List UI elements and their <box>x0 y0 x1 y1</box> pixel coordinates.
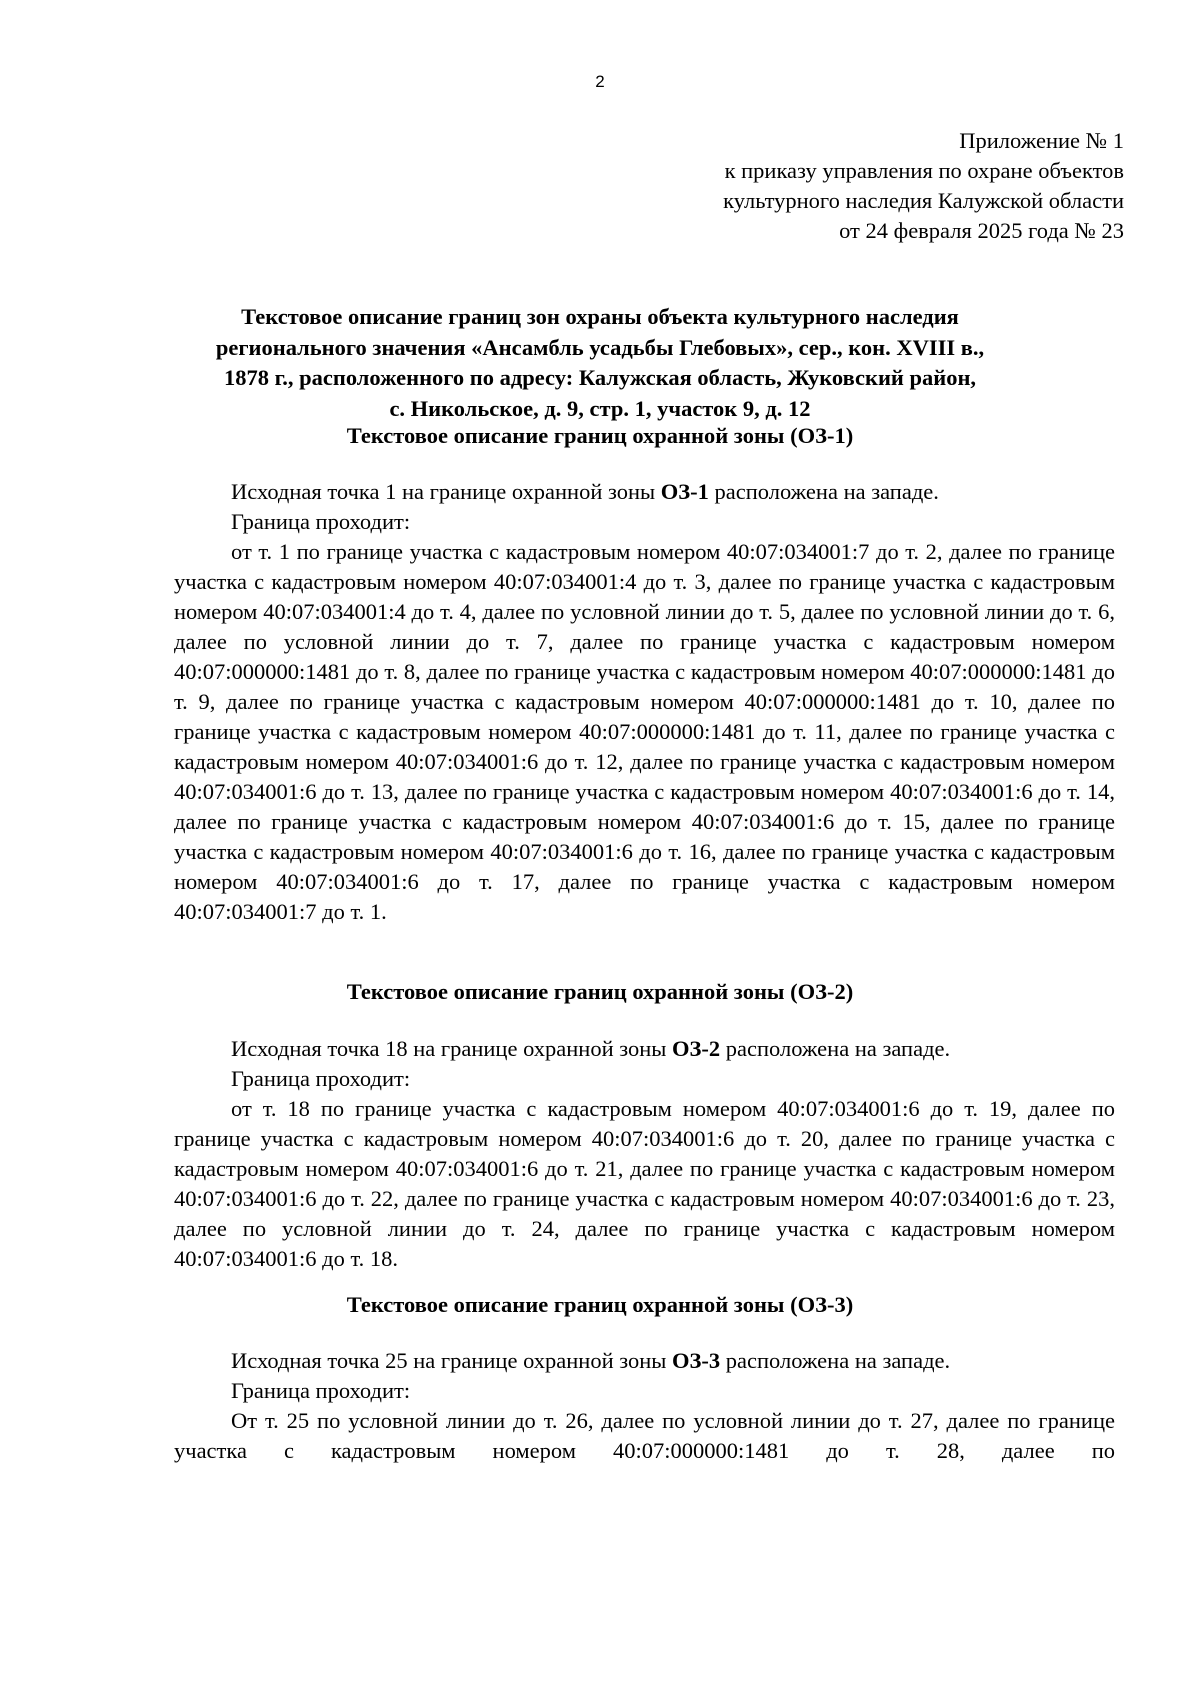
boundary-description: от т. 1 по границе участка с кадастровым номером 40:07:034001:7 до т. 2, далее по границе участка с кадастровым номером 40:07:034001:4 до т. 3, далее по границе участка с кадастровым номером 40:07:034001:4 до т. 4, далее по условной линии до т. 5, далее по условной линии до т. 6, далее по условной линии до т. 7, далее по границе участка с кадастровым номером 40:07:000000:1481 до т. 8, далее по границе участка с кадастровым номером 40:07:000000:1481 до т. 9, далее по границе участка с кадастровым номером 40:07:000000:1481 до т. 10, далее по границе участка с кадастровым номером 40:07:000000:1481 до т. 11, далее по границе участка с кадастровым номером 40:07:034001:6 до т. 12, далее по границе участка с кадастровым номером 40:07:034001:6 до т. 13, далее по границе участка с кадастровым номером 40:07:034001:6 до т. 14, далее по границе участка с кадастровым номером 40:07:034001:6 до т. 15, далее по границе участка с кадастровым номером 40:07:034001:6 до т. 16, далее по границе участка с кадастровым номером 40:07:034001:6 до т. 17, далее по границе участка с кадастровым номером 40:07:034001:7 до т. 1. <box>174 539 1115 924</box>
start-point-text <box>174 1034 1115 1064</box>
appendix-line: к приказу управления по охране объектов <box>724 158 1124 183</box>
start-point-text <box>174 1346 1115 1376</box>
appendix-line: Приложение № 1 <box>959 128 1124 153</box>
document-title <box>150 302 1050 424</box>
title-line: с. Никольское, д. 9, стр. 1, участок 9, д. 12 <box>389 395 811 421</box>
boundary-passes-label: Граница проходит: <box>231 1066 411 1091</box>
start-text-end: расположена на западе. <box>720 1348 951 1373</box>
title-line: 1878 г., расположенного по адресу: Калужская область, Жуковский район, <box>223 365 977 390</box>
section-heading-oz2: Текстовое описание границ охранной зоны (ОЗ-2) <box>346 979 854 1004</box>
appendix-line: культурного наследия Калужской области <box>723 188 1124 213</box>
title-line: Текстовое описание границ зон охраны объекта культурного наследия <box>241 304 959 329</box>
start-text: Исходная точка 18 на границе охранной зоны <box>231 1036 673 1061</box>
boundary-description: От т. 25 по условной линии до т. 26, далее по условной линии до т. 27, далее по границе участка с кадастровым номером 40:07:000000:1481 до т. 28, далее по <box>174 1408 1115 1463</box>
boundary-passes-label: Граница проходит: <box>231 1378 411 1403</box>
section-heading-oz1: Текстовое описание границ охранной зоны (ОЗ-1) <box>346 423 854 448</box>
page-number: 2 <box>595 72 605 91</box>
section-body-oz1 <box>174 477 1115 927</box>
appendix-block <box>564 126 1124 246</box>
boundary-passes-label: Граница проходит: <box>231 509 411 534</box>
section-body-oz2 <box>174 1034 1115 1274</box>
start-text-end: расположена на западе. <box>720 1036 951 1061</box>
start-point-text <box>174 477 1115 507</box>
zone-code: ОЗ-3 <box>672 1348 721 1373</box>
boundary-description: от т. 18 по границе участка с кадастровым номером 40:07:034001:6 до т. 19, далее по границе участка с кадастровым номером 40:07:034001:6 до т. 20, далее по границе участка с кадастровым номером 40:07:034001:6 до т. 21, далее по границе участка с кадастровым номером 40:07:034001:6 до т. 22, далее по границе участка с кадастровым номером 40:07:034001:6 до т. 23, далее по условной линии до т. 24, далее по границе участка с кадастровым номером 40:07:034001:6 до т. 18. <box>174 1096 1115 1271</box>
zone-code: ОЗ-2 <box>672 1036 721 1061</box>
start-text: Исходная точка 1 на границе охранной зоны <box>231 479 661 504</box>
section-heading-oz3: Текстовое описание границ охранной зоны (ОЗ-3) <box>346 1292 854 1317</box>
zone-code: ОЗ-1 <box>660 479 709 504</box>
section-body-oz3 <box>174 1346 1115 1466</box>
title-line: регионального значения «Ансамбль усадьбы Глебовых», сер., кон. XVIII в., <box>215 334 985 360</box>
appendix-line: от 24 февраля 2025 года № 23 <box>839 218 1124 243</box>
start-text: Исходная точка 25 на границе охранной зоны <box>231 1348 673 1373</box>
start-text-end: расположена на западе. <box>708 479 939 504</box>
